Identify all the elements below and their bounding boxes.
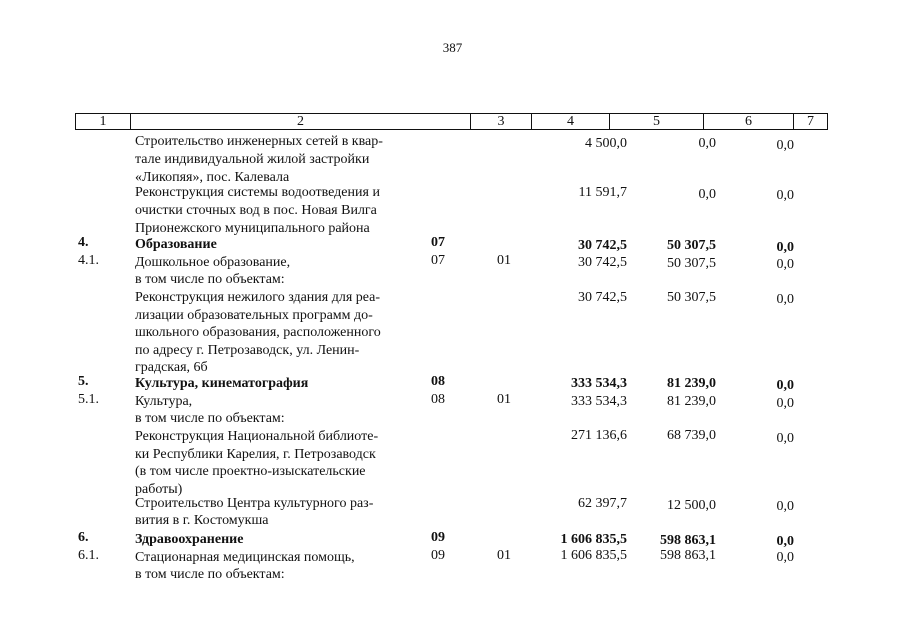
row-name-line: Дошкольное образование, xyxy=(135,255,291,270)
row-value-col6: 81 239,0 xyxy=(667,376,716,391)
row-number: 4. xyxy=(78,235,89,250)
row-value-col5: 1 606 835,5 xyxy=(560,532,627,547)
row-value-col7: 0,0 xyxy=(776,396,794,411)
row-value-col5: 333 534,3 xyxy=(571,394,627,409)
row-value-col5: 30 742,5 xyxy=(578,255,627,270)
row-name-line: Прионежского муниципального района xyxy=(135,221,370,236)
row-name-line: «Ликопяя», пос. Калевала xyxy=(135,170,290,185)
row-value-col6: 598 863,1 xyxy=(660,548,716,563)
row-name-line: тале индивидуальной жилой застройки xyxy=(135,152,370,167)
row-name-line: очистки сточных вод в пос. Новая Вилга xyxy=(135,203,377,218)
row-value-col5: 1 606 835,5 xyxy=(560,548,627,563)
row-value-col6: 12 500,0 xyxy=(667,498,716,513)
row-value-col7: 0,0 xyxy=(776,534,794,549)
header-col-1: 1 xyxy=(76,114,131,130)
row-value-col6: 81 239,0 xyxy=(667,394,716,409)
row-name-line: Реконструкция Национальной библиоте- xyxy=(135,429,379,444)
row-name-line: Культура, xyxy=(135,394,193,409)
row-value-col6: 50 307,5 xyxy=(667,290,716,305)
row-name-line: градская, 6б xyxy=(135,360,208,375)
row-value-col5: 11 591,7 xyxy=(578,185,627,200)
row-subsection-code: 01 xyxy=(497,253,511,268)
row-value-col6: 50 307,5 xyxy=(667,256,716,271)
row-section-code: 07 xyxy=(431,253,445,268)
row-subsection-code: 01 xyxy=(497,392,511,407)
row-value-col7: 0,0 xyxy=(776,188,794,203)
row-name-line: в том числе по объектам: xyxy=(135,272,285,287)
row-name-line: Здравоохранение xyxy=(135,532,244,547)
row-name-line: работы) xyxy=(135,482,183,497)
row-number: 6.1. xyxy=(78,548,99,563)
row-name-line: Стационарная медицинская помощь, xyxy=(135,550,355,565)
row-section-code: 08 xyxy=(431,392,445,407)
row-value-col6: 50 307,5 xyxy=(667,238,716,253)
row-name-line: Реконструкция нежилого здания для реа- xyxy=(135,290,381,305)
row-value-col5: 333 534,3 xyxy=(571,376,627,391)
row-name-line: лизации образовательных программ до- xyxy=(135,308,373,323)
row-number: 6. xyxy=(78,530,89,545)
row-value-col5: 30 742,5 xyxy=(578,290,627,305)
row-value-col7: 0,0 xyxy=(776,499,794,514)
row-name-line: Строительство инженерных сетей в квар- xyxy=(135,134,383,149)
row-name-line: ки Республики Карелия, г. Петрозаводск xyxy=(135,447,376,462)
row-value-col7: 0,0 xyxy=(776,257,794,272)
row-name-line: (в том числе проектно-изыскательские xyxy=(135,464,366,479)
row-value-col5: 62 397,7 xyxy=(578,496,627,511)
row-number: 5.1. xyxy=(78,392,99,407)
row-name-line: Реконструкция системы водоотведения и xyxy=(135,185,380,200)
row-name-line: школьного образования, расположенного xyxy=(135,325,381,340)
row-value-col7: 0,0 xyxy=(776,138,794,153)
header-col-2: 2 xyxy=(131,114,471,130)
row-value-col7: 0,0 xyxy=(776,292,794,307)
row-name-line: в том числе по объектам: xyxy=(135,411,285,426)
row-value-col5: 30 742,5 xyxy=(578,238,627,253)
header-col-4: 4 xyxy=(532,114,610,130)
page-number: 387 xyxy=(442,40,463,55)
row-name-line: в том числе по объектам: xyxy=(135,567,285,582)
row-value-col5: 271 136,6 xyxy=(571,428,627,443)
row-section-code: 09 xyxy=(431,548,445,563)
row-subsection-code: 01 xyxy=(497,548,511,563)
header-col-6: 6 xyxy=(704,114,794,130)
row-name-line: Образование xyxy=(135,237,217,252)
row-name-line: по адресу г. Петрозаводск, ул. Ленин- xyxy=(135,343,360,358)
column-number-header xyxy=(75,113,828,130)
row-name-line: Культура, кинематография xyxy=(135,376,309,391)
row-value-col7: 0,0 xyxy=(776,240,794,255)
row-value-col6: 598 863,1 xyxy=(660,533,716,548)
header-col-5: 5 xyxy=(610,114,704,130)
row-number: 4.1. xyxy=(78,253,99,268)
row-value-col6: 68 739,0 xyxy=(667,428,716,443)
header-col-7: 7 xyxy=(794,114,828,130)
header-col-3: 3 xyxy=(471,114,532,130)
row-section-code: 07 xyxy=(431,235,445,250)
row-value-col6: 0,0 xyxy=(698,136,716,151)
row-value-col7: 0,0 xyxy=(776,378,794,393)
row-value-col7: 0,0 xyxy=(776,550,794,565)
row-section-code: 09 xyxy=(431,530,445,545)
row-value-col5: 4 500,0 xyxy=(585,136,627,151)
row-name-line: вития в г. Костомукша xyxy=(135,513,269,528)
row-section-code: 08 xyxy=(431,374,445,389)
row-value-col6: 0,0 xyxy=(698,187,716,202)
row-value-col7: 0,0 xyxy=(776,431,794,446)
row-name-line: Строительство Центра культурного раз- xyxy=(135,496,374,511)
row-number: 5. xyxy=(78,374,89,389)
